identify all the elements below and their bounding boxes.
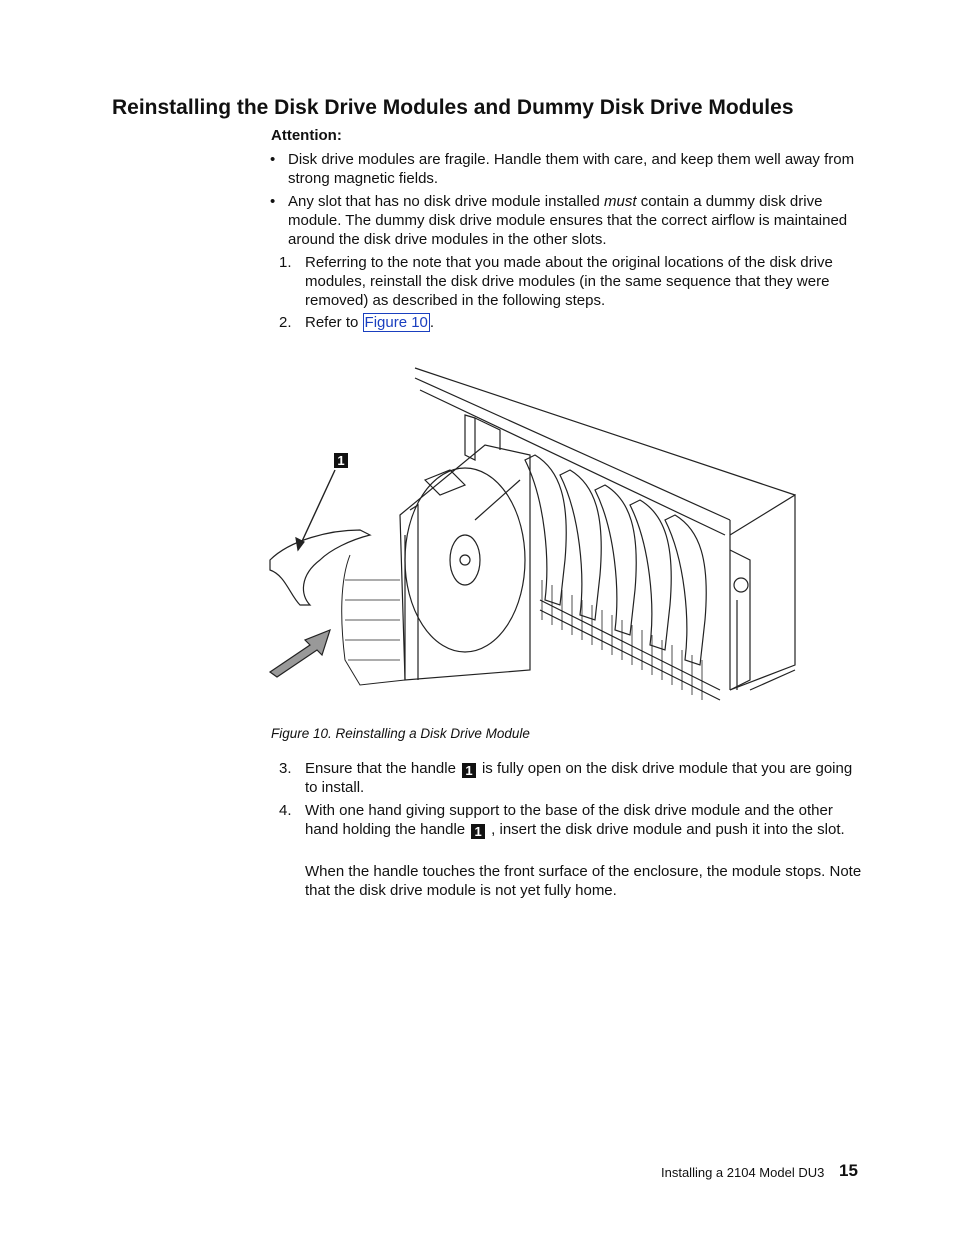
figure-disk-drive-install bbox=[260, 360, 805, 715]
bullet-dot: • bbox=[270, 151, 276, 168]
step-note: When the handle touches the front surface of the enclosure, the module stops. Note that the disk drive module is not yet fully home. bbox=[305, 863, 862, 899]
step-number: 1. bbox=[279, 254, 292, 271]
step-text: Ensure that the handle 1 is fully open on the disk drive module that you are going to install. bbox=[305, 760, 853, 796]
page-heading: Reinstalling the Disk Drive Modules and Dummy Disk Drive Modules bbox=[112, 96, 794, 119]
figure-caption: Figure 10. Reinstalling a Disk Drive Module bbox=[271, 726, 530, 741]
installed-drive-bays bbox=[525, 455, 720, 700]
step-number: 4. bbox=[279, 802, 292, 819]
step-text: Refer to Figure 10 . bbox=[305, 314, 435, 331]
callout-1-inline: 1 bbox=[471, 824, 485, 839]
bullet-text: Any slot that has no disk drive module installed must contain a dummy disk drive module. The dummy disk drive module ensures that the correct airflow is maintained around the disk drive modules in the other slots. bbox=[288, 193, 848, 248]
figure-10-link[interactable]: Figure 10 bbox=[364, 314, 428, 331]
disk-drive-module bbox=[400, 445, 530, 680]
disk-drive-illustration bbox=[260, 360, 805, 715]
attention-label: Attention: bbox=[271, 127, 342, 144]
callout-1-inline: 1 bbox=[462, 763, 476, 778]
step-text: With one hand giving support to the base of the disk drive module and the other hand holding the handle 1 , insert the disk drive module and push it into the slot. bbox=[305, 802, 845, 839]
bullet-text: Disk drive modules are fragile. Handle them with care, and keep them well away from strong magnetic fields. bbox=[288, 151, 855, 187]
figure-callout-1: 1 bbox=[334, 453, 348, 468]
step-number: 3. bbox=[279, 760, 292, 777]
footer-title: Installing a 2104 Model DU3 bbox=[661, 1165, 825, 1180]
emphasis-must: must bbox=[604, 193, 637, 210]
bullet-dot: • bbox=[270, 193, 276, 210]
page-number: 15 bbox=[839, 1161, 858, 1180]
step-number: 2. bbox=[279, 314, 292, 331]
step-text: Referring to the note that you made about the original locations of the disk drive modules, reinstall the disk drive modules (in the same sequence that they were removed) as described in the following steps. bbox=[305, 254, 833, 309]
